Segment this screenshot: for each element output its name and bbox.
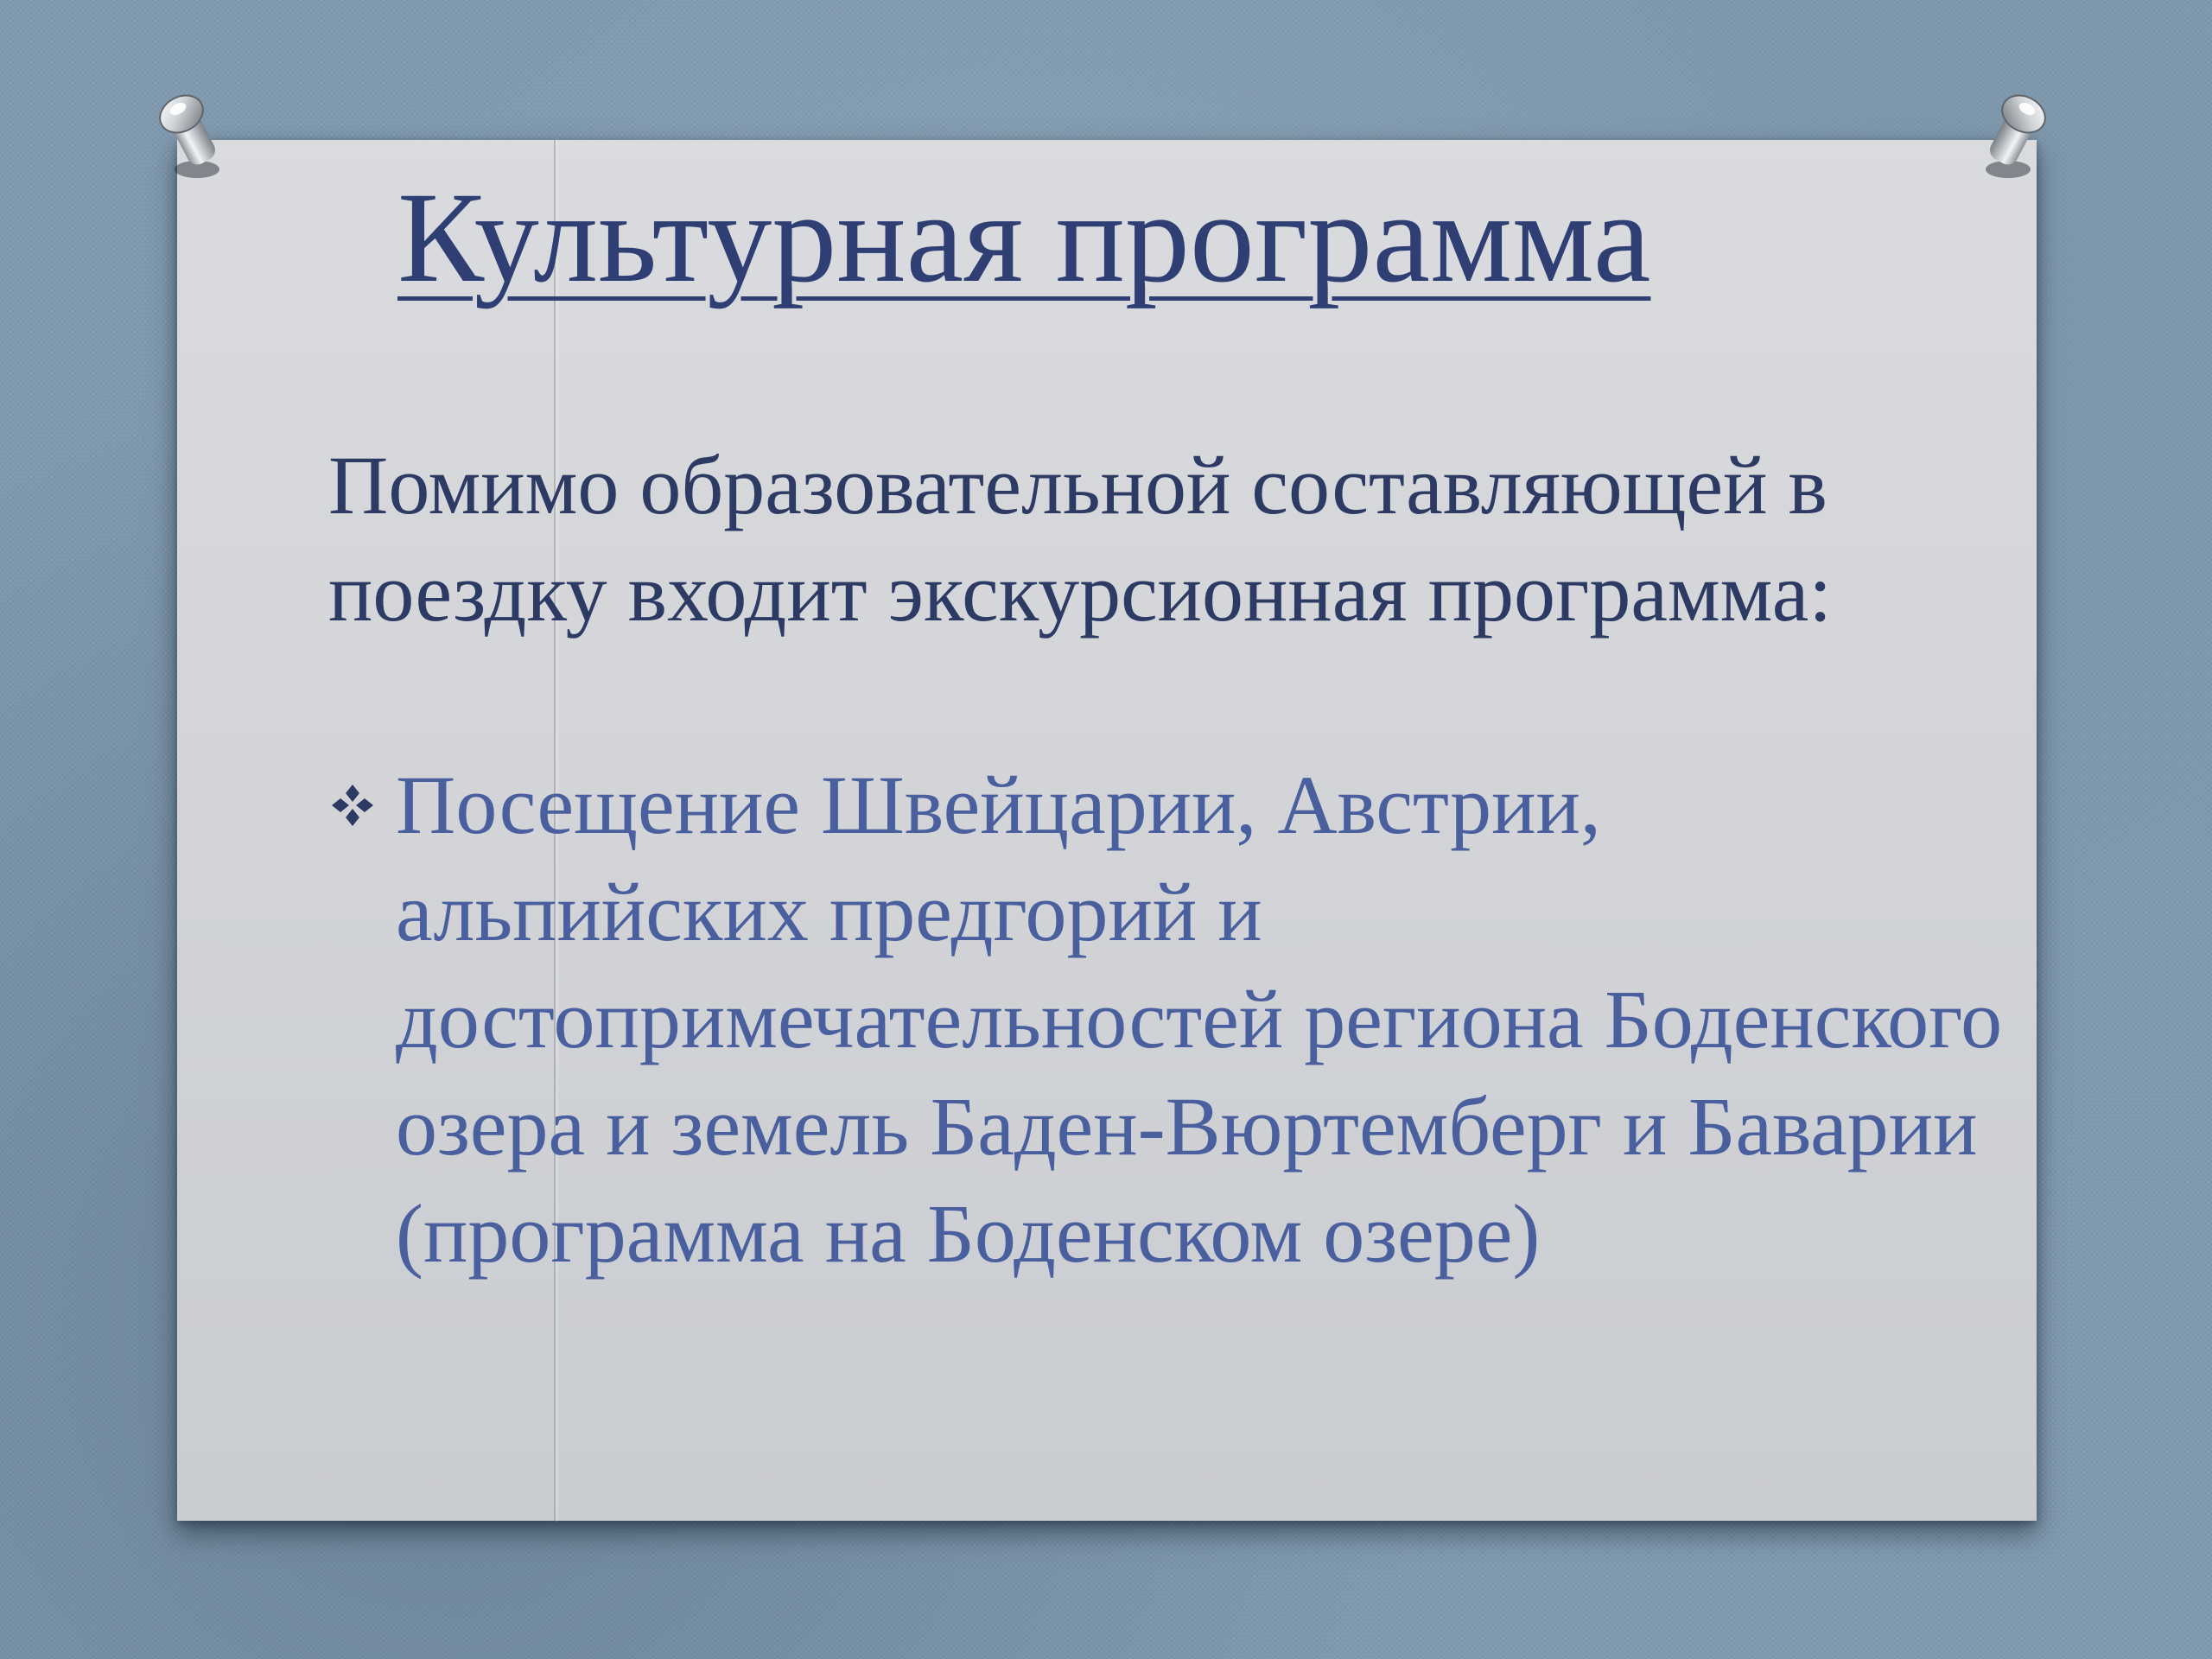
four-diamond-bullet-icon	[328, 752, 396, 859]
pushpin-icon	[1972, 90, 2051, 185]
intro-paragraph: Помимо образовательной составляющей в поездку входит экскурсионная программа:	[328, 439, 1833, 639]
pushpin-icon	[154, 90, 233, 185]
bullet-text: Посещение Швейцарии, Австрии, альпийских предгорий и достопримечательностей региона Боденского озера и земель Баден-Вюртемберг и Баварии (программа на Боденском озере)	[396, 759, 2003, 1280]
bullet-list-item	[328, 752, 2022, 1287]
slide-title: Культурная программа	[397, 166, 1651, 309]
